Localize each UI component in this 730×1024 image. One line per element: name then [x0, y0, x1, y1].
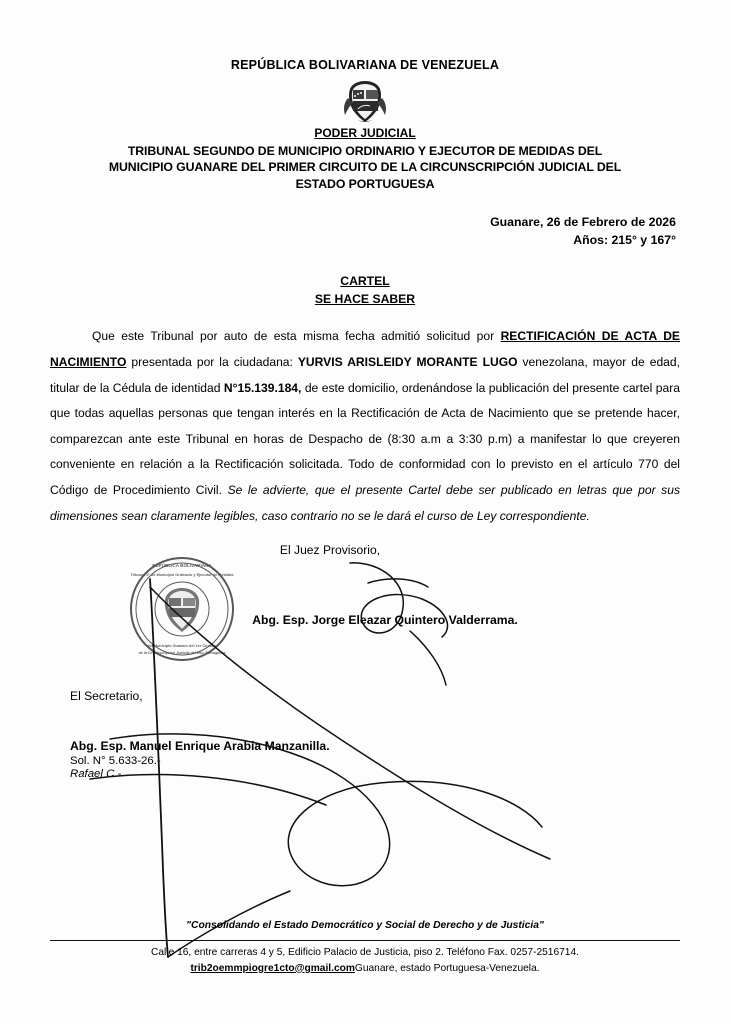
body-text-c: venezolana, mayor de edad, titular de la Cédula de identidad — [50, 354, 680, 395]
body-subject: RECTIFICACIÓN DE ACTA DE NACIMIENTO — [50, 329, 680, 369]
page-title: REPÚBLICA BOLIVARIANA DE VENEZUELA — [230, 58, 500, 72]
footer-address — [50, 945, 680, 976]
page-footer — [50, 920, 680, 976]
footer-email-link[interactable]: trib2oemmpiogre1cto@gmail.com — [190, 962, 355, 974]
document-title — [50, 272, 680, 309]
solicitud-number: Sol. N° 5.633-26.- — [70, 755, 161, 768]
judge-label: El Juez Provisorio, — [279, 543, 381, 558]
date-block — [50, 214, 680, 250]
secretary-label: El Secretario, — [70, 689, 143, 704]
tribunal-heading — [50, 143, 680, 192]
body-text-d: de este domicilio, ordenándose la publicación del presente cartel para que todas aquellas personas que tengan interés en la Rectificación de Acta de Nacimiento que se pretende hacer, comparezcan ante este Tribunal en horas de Despacho de (8:30 a.m a 3:30 p.m) a manifestar lo que creyeren conveniente en relación a la Rectificación solicitada. Todo de conformidad con lo previsto en el artículo 770 del Código de Procedimiento Civil. — [50, 380, 680, 498]
tribunal-line-2: MUNICIPIO GUANARE DEL PRIMER CIRCUITO DE LA CIRCUNSCRIPCIÓN JUDICIAL DEL — [108, 160, 622, 175]
body-text-b: presentada por la ciudadana: — [126, 354, 298, 369]
tribunal-line-3: ESTADO PORTUGUESA — [295, 176, 435, 191]
venezuela-coat-of-arms-icon — [334, 78, 396, 124]
judge-name: Abg. Esp. Jorge Eleazar Quintero Valderrama. — [252, 613, 518, 628]
svg-text:Tribunal 2° de Municipio Ordin: Tribunal 2° de Municipio Ordinario y Ejecutor de Medidas — [130, 573, 234, 578]
body-cedula: N°15.139.184, — [223, 380, 302, 395]
years-line: Años: 215° y 167° — [573, 232, 676, 247]
secretary-name: Abg. Esp. Manuel Enrique Arabia Manzanilla. — [70, 739, 330, 754]
body-advisory: Se le advierte, que el presente Cartel debe ser publicado en letras que por sus dimensiones sean claramente legibles, caso contrario no se le dará el curso de Ley correspondiente. — [50, 483, 680, 523]
official-round-seal-icon — [128, 555, 236, 663]
footer-address-line2: Guanare, estado Portuguesa-Venezuela. — [354, 962, 540, 974]
svg-text:del Municipio Guanare del 1er: del Municipio Guanare del 1er Circuito — [147, 644, 217, 649]
svg-text:de la Circunscripción Judicial: de la Circunscripción Judicial del Edo. Portuguesa — [138, 651, 226, 656]
title-line-2: SE HACE SABER — [314, 291, 416, 306]
body-person-name: YURVIS ARISLEIDY MORANTE LUGO — [297, 354, 518, 369]
title-line-1: CARTEL — [340, 273, 390, 288]
svg-text:REPÚBLICA BOLIVARIANA: REPÚBLICA BOLIVARIANA — [152, 563, 212, 569]
poder-judicial-heading: PODER JUDICIAL — [314, 126, 416, 140]
signature-area — [50, 543, 680, 793]
footer-motto: "Consolidando el Estado Democrático y Social de Derecho y de Justicia" — [186, 920, 544, 932]
clerk-initials: Rafael C.- — [70, 768, 122, 781]
place-and-date: Guanare, 26 de Febrero de 2026 — [490, 215, 676, 230]
body-text-a: Que este Tribunal por auto de esta misma fecha admitió solicitud por — [92, 329, 501, 344]
footer-divider — [50, 940, 680, 941]
tribunal-line-1: TRIBUNAL SEGUNDO DE MUNICIPIO ORDINARIO Y EJECUTOR DE MEDIDAS DEL — [127, 144, 603, 158]
footer-address-line1: Calle 16, entre carreras 4 y 5, Edificio Palacio de Justicia, piso 2. Teléfono Fax. 0257-2516714. — [151, 947, 579, 959]
body-paragraph — [50, 324, 680, 529]
